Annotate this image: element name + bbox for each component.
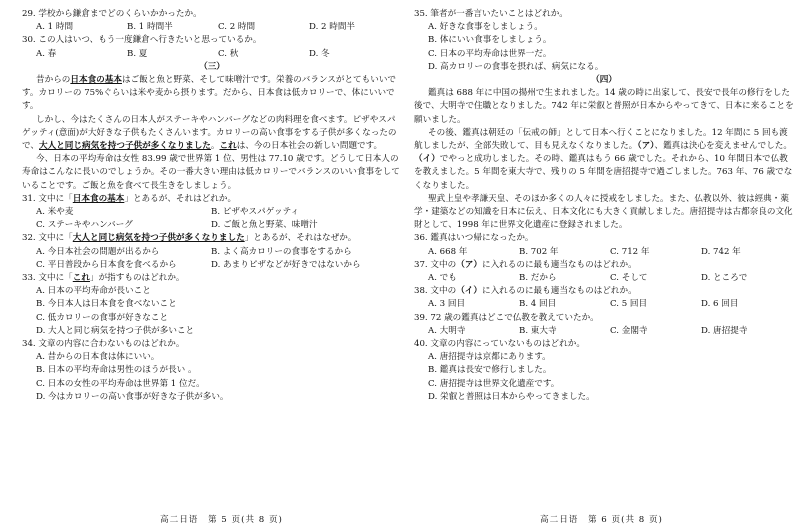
p1-text-a: 昔からの xyxy=(36,75,71,86)
q34-option-d: D. 今はカロリーの高い食事が好きな子供が多い。 xyxy=(36,391,229,402)
p4-2-text-a: その後、鑑真は朝廷の「伝戒の師」として日本へ行くことになりました。12 年間に 5 回も渡航しましたが、全部失敗して、目も見えなくなりました。 xyxy=(414,127,788,152)
footer-page-5: 高二日语 第 5 页(共 8 页) xyxy=(160,515,283,525)
q30-option-d: D. 冬 xyxy=(309,48,330,59)
passage-3-paragraph-2 xyxy=(22,114,402,154)
q37-stem-key: （ア） xyxy=(456,259,482,270)
p2-keyword-kore: これ xyxy=(219,141,237,152)
q30-option-b: B. 夏 xyxy=(127,48,148,59)
q38-option-d: D. 6 回目 xyxy=(701,299,739,310)
q29-option-c: C. 2 時間 xyxy=(218,22,256,33)
q30-stem: 30. この人はいつ、もう一度鎌倉へ行きたいと思っているか。 xyxy=(22,35,262,46)
q32-stem-c: 」とあるが、それはなぜか。 xyxy=(244,233,357,244)
q33-option-a: A. 日本の平均寿命が長いこと xyxy=(36,286,151,297)
q31-stem-a: 31. 文中に「 xyxy=(22,193,73,204)
p1-keyword: 日本食の基本 xyxy=(70,75,122,86)
section-4-title: （四） xyxy=(591,75,617,86)
footer-page-6: 高二日语 第 6 页(共 8 页) xyxy=(540,515,663,525)
q37-stem xyxy=(414,259,794,272)
q33-stem-c: 」が指すものはどれか。 xyxy=(89,273,185,284)
left-column xyxy=(22,8,402,404)
q31-stem xyxy=(22,193,402,206)
q33-stem-key: これ xyxy=(72,273,90,284)
p1-text-c: はご飯と魚と野菜、そして味噌汁です。栄養のバランスがとてもいいです。カロリーの 75%ぐらいは米や麦から摂ります。だから、日本食は低カロリーで、体にいいです。 xyxy=(22,75,397,112)
q29-option-d: D. 2 時間半 xyxy=(309,22,356,33)
q33-stem xyxy=(22,272,402,285)
q39-options xyxy=(414,325,794,338)
q31-stem-key: 日本食の基本 xyxy=(72,193,125,204)
q38-stem-a: 38. 文中の xyxy=(414,286,457,297)
passage-3-paragraph-3: 今、日本の平均寿命は女性 83.99 歳で世界第 1 位、男性は 77.10 歳です。どうして日本人の寿命はこんなに長いのでしょうか。その一番大きい理由は低カロリーでバランスのいい食事をしていることです。ご飯と魚を食べて長生きをしましょう。 xyxy=(22,154,400,191)
q29-options xyxy=(22,21,402,34)
blank-a: （ア） xyxy=(637,141,655,152)
q39-option-b: B. 東大寺 xyxy=(519,325,557,336)
q38-stem-c: に入れるのに最も適当なものはどれか。 xyxy=(481,286,637,297)
q36-option-d: D. 742 年 xyxy=(701,246,741,257)
p2-text-c: 。 xyxy=(210,141,220,152)
q37-stem-a: 37. 文中の xyxy=(414,259,457,270)
q38-option-c: C. 5 回目 xyxy=(610,299,648,310)
p2-text-a: しかし、今はたくさんの日本人がステーキやハンバーグなどの肉料理を食べます。ピザやスパゲッティ(意面)が大好きな子供もたくさんいます。カロリーの高い食事をする子供が多くなったので、 xyxy=(22,114,397,152)
q32-option-a: A. 今日本社会の問題が出るから xyxy=(36,246,160,257)
p4-2-text-e: でやっと成功しました。その時、鑑真はもう 66 歳でした。それから、10 年間日本で仏教を教えました。5 年間を東大寺で、残りの 5 年間を唐招提寺で過ごしました。763 年、76 歳でなくなりました。 xyxy=(414,154,793,191)
q35-stem: 35. 筆者が一番言いたいことはどれか。 xyxy=(414,9,568,19)
q32-stem-a: 32. 文中に「 xyxy=(22,233,73,244)
q40-option-c: C. 唐招提寺は世界文化遺産です。 xyxy=(428,378,560,389)
q37-option-d: D. ところで xyxy=(701,273,748,284)
q37-options xyxy=(414,272,794,285)
q32-option-d: D. あまりピザなどが好きではないから xyxy=(211,259,361,270)
q34-option-b: B. 日本の平均寿命は男性のほうが長い 。 xyxy=(36,365,197,376)
q35-option-b: B. 体にいい食事をしましょう。 xyxy=(428,35,552,46)
q39-stem: 39. 72 歳の鑑真はどこで仏教を教えていたか。 xyxy=(414,312,599,323)
q35-option-a: A. 好きな食事をしましょう。 xyxy=(428,22,543,33)
q36-stem: 36. 鑑真はいつ帰になったか。 xyxy=(414,233,534,244)
q36-option-b: B. 702 年 xyxy=(519,246,559,257)
q32-option-b: B. よく高カロリーの食事をするから xyxy=(211,246,352,257)
passage-3-paragraph-1 xyxy=(22,74,402,114)
q37-option-b: B. だから xyxy=(519,273,557,284)
q30-option-a: A. 春 xyxy=(36,48,57,59)
q33-option-b: B. 今日本人は日本食を食べないこと xyxy=(36,299,177,310)
q34-option-c: C. 日本の女性の平均寿命は世界第 1 位だ。 xyxy=(36,378,205,389)
p2-keyword: 大人と同じ病気を持つ子供が多くなりました xyxy=(39,141,211,152)
q34-stem: 34. 文章の内容に合わないものはどれか。 xyxy=(22,339,185,350)
section-3-title: （三） xyxy=(199,61,225,72)
q40-option-b: B. 鑑真は長安で修行しました。 xyxy=(428,365,552,376)
q37-option-c: C. そして xyxy=(610,273,648,284)
q30-option-c: C. 秋 xyxy=(218,48,239,59)
q38-stem xyxy=(414,285,794,298)
q39-option-a: A. 大明寺 xyxy=(428,325,466,336)
q40-option-a: A. 唐招提寺は京都にあります。 xyxy=(428,352,551,363)
passage-4-paragraph-2 xyxy=(414,127,794,193)
q31-option-a: A. 米や麦 xyxy=(36,207,74,218)
blank-i: （イ） xyxy=(414,154,440,165)
q32-options-1 xyxy=(22,246,402,259)
q33-stem-a: 33. 文中に「 xyxy=(22,273,73,284)
right-column xyxy=(414,8,794,404)
q32-options-2 xyxy=(22,259,402,272)
q37-option-a: A. でも xyxy=(428,273,457,284)
q32-stem-key: 大人と同じ病気を持つ子供が多くなりました xyxy=(72,233,245,244)
q35-option-c: C. 日本の平均寿命は世界一だ。 xyxy=(428,48,552,59)
passage-4-paragraph-3: 聖武上皇や孝謙天皇、そのほか多くの人々に授戒をしました。また、仏教以外、彼は經典・薬学・建築などの知識を日本に伝え、日本文化にも大きく貢献しました。唐招提寺は古都奈良の文化財として、1998 年に世界文化遺産に登録されました。 xyxy=(414,193,793,231)
q34-option-a: A. 昔からの日本食は体にいい。 xyxy=(36,352,160,363)
q33-option-c: C. 低カロリーの食事が好きなこと xyxy=(36,312,169,323)
q29-option-a: A. 1 時間 xyxy=(36,22,74,33)
q31-option-d: D. ご飯と魚と野菜、味噌汁 xyxy=(211,220,318,231)
q38-options xyxy=(414,298,794,311)
q31-option-c: C. ステーキやハンバーグ xyxy=(36,220,133,231)
q40-option-d: D. 栄叡と普照は日本からやってきました。 xyxy=(428,391,595,402)
q36-options xyxy=(414,246,794,259)
q32-stem xyxy=(22,232,402,245)
q29-option-b: B. 1 時間半 xyxy=(127,22,173,33)
passage-4-paragraph-1: 鑑真は 688 年に中国の揚州で生まれました。14 歳の時に出家して、長安で長年の修行をした後で、大明寺で住職となりました。742 年に栄叡と普照が日本からやってきて、日本に来ることを願いました。 xyxy=(414,88,794,125)
q38-stem-key: （イ） xyxy=(456,286,482,297)
q31-option-b: B. ピザやスパゲッティ xyxy=(211,207,300,218)
q37-stem-c: に入れるのに最も適当なものはどれか。 xyxy=(481,259,637,270)
q39-option-c: C. 金閣寺 xyxy=(610,325,648,336)
p2-text-e: は、今の日本社会の新しい問題です。 xyxy=(236,141,383,152)
q29-stem: 29. 学校から鎌倉までどのくらいかかったか。 xyxy=(22,9,202,19)
q31-stem-c: 」とあるが、それはどれか。 xyxy=(124,193,237,204)
q36-option-c: C. 712 年 xyxy=(610,246,650,257)
q33-option-d: D. 大人と同じ病気を持つ子供が多いこと xyxy=(36,325,195,336)
q40-stem: 40. 文章の内容にっていないものはどれか。 xyxy=(414,339,585,350)
q38-option-b: B. 4 回目 xyxy=(519,299,557,310)
q35-option-d: D. 高カロリーの食事を摂れば、病気になる。 xyxy=(428,61,604,72)
q31-options-1 xyxy=(22,206,402,219)
p4-2-text-c: 、鑑真は決心を変えませんでした。 xyxy=(654,141,792,152)
q38-option-a: A. 3 回目 xyxy=(428,299,466,310)
q30-options xyxy=(22,48,402,61)
q31-options-2 xyxy=(22,219,402,232)
q39-option-d: D. 唐招提寺 xyxy=(701,325,748,336)
q32-option-c: C. 平日普段から日本食を食べるから xyxy=(36,259,177,270)
q36-option-a: A. 668 年 xyxy=(428,246,468,257)
